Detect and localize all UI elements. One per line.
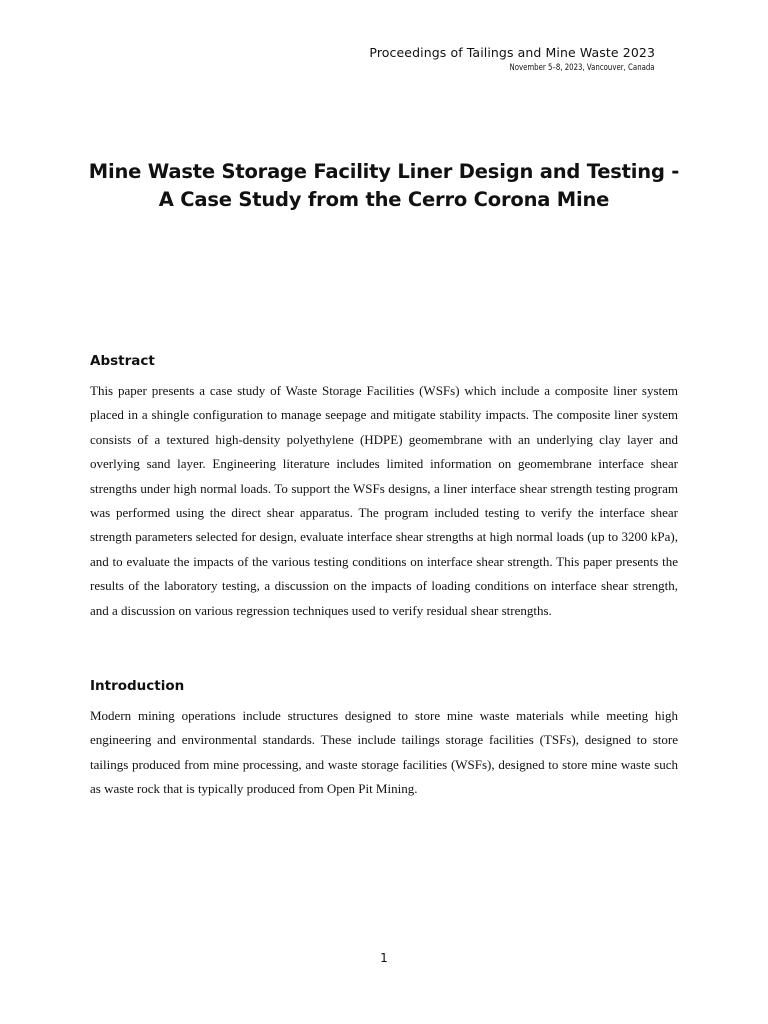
introduction-text: Modern mining operations include structures designed to store mine waste materials while meeting high engineering and environmental standards. These include tailings storage facilities (TSFs), designed to store tailings produced from mine processing, and waste storage facilities (WSFs), designed to store mine waste such as waste rock that is typically produced from Open Pit Mining. <box>90 708 678 797</box>
page-number: 1 <box>380 951 388 965</box>
abstract-heading: Abstract <box>90 353 155 369</box>
abstract-text: This paper presents a case study of Waste Storage Facilities (WSFs) which include a composite liner system placed in a shingle configuration to manage seepage and mitigate stability impacts. The composite liner system consists of a textured high-density polyethylene (HDPE) geomembrane with an underlying clay layer and overlying sand layer. Engineering literature includes limited information on geomembrane interface shear strengths under high normal loads. To support the WSFs designs, a liner interface shear strength testing program was performed using the direct shear apparatus. The program included testing to verify the interface shear strength parameters selected for design, evaluate interface shear strengths at high normal loads (up to 3200 kPa), and to evaluate the impacts of the various testing conditions on interface shear strength. This paper presents the results of the laboratory testing, a discussion on the impacts of loading conditions on interface shear strength, and a discussion on various regression techniques used to verify residual shear strengths. <box>90 383 678 618</box>
running-header <box>369 44 655 74</box>
conference-dates-location: November 5–8, 2023, Vancouver, Canada <box>509 63 655 73</box>
paper-title <box>60 158 708 214</box>
paper-title-line-1: Mine Waste Storage Facility Liner Design and Testing - <box>88 160 680 183</box>
conference-name: Proceedings of Tailings and Mine Waste 2023 <box>369 45 655 60</box>
introduction-heading: Introduction <box>90 678 185 694</box>
paper-title-line-2: A Case Study from the Cerro Corona Mine <box>158 188 610 211</box>
